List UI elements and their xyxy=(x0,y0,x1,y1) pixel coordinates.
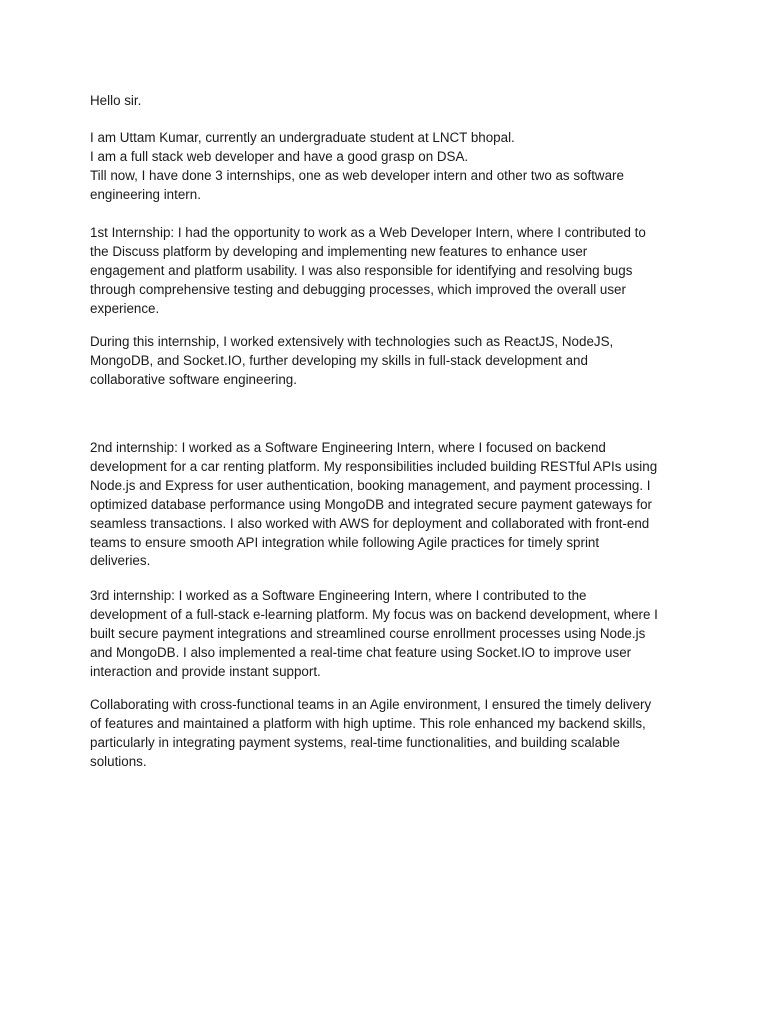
intro-paragraph xyxy=(90,129,690,205)
internship2-line: deliveries. xyxy=(90,553,151,569)
internship3-line: 3rd internship: I worked as a Software Engineering Intern, where I contributed to the xyxy=(90,588,587,603)
internship1-tech-paragraph xyxy=(90,333,690,390)
closing-line: Collaborating with cross-functional teams in an Agile environment, I ensured the timely delivery xyxy=(90,697,652,712)
greeting-line: Hello sir. xyxy=(90,93,142,108)
internship1-tech-line: MongoDB, and Socket.IO, further developing my skills in full-stack development and xyxy=(90,352,588,368)
internship2-line: 2nd internship: I worked as a Software Engineering Intern, where I focused on backend xyxy=(90,440,606,455)
internship1-line: the Discuss platform by developing and implementing new features to enhance user xyxy=(90,243,588,259)
internship1-tech-line: During this internship, I worked extensively with technologies such as ReactJS, NodeJS, xyxy=(90,334,614,349)
intro-line: Till now, I have done 3 internships, one as web developer intern and other two as software xyxy=(90,167,624,183)
internship2-line: seamless transactions. I also worked with AWS for deployment and collaborated with front-end xyxy=(90,515,650,531)
internship3-paragraph xyxy=(90,587,690,682)
internship2-line: Node.js and Express for user authentication, booking management, and payment processing. I xyxy=(90,477,651,493)
intro-line: I am Uttam Kumar, currently an undergraduate student at LNCT bhopal. xyxy=(90,130,515,145)
internship2-line: teams to ensure smooth API integration while following Agile practices for timely sprint xyxy=(90,534,600,550)
internship1-paragraph xyxy=(90,224,690,319)
internship3-line: built secure payment integrations and streamlined course enrollment processes using Node.js xyxy=(90,625,646,641)
internship3-line: interaction and provide instant support. xyxy=(90,663,321,679)
intro-line: engineering intern. xyxy=(90,186,201,202)
internship2-line: development for a car renting platform. My responsibilities included building RESTful APIs using xyxy=(90,458,658,474)
internship3-line: and MongoDB. I also implemented a real-time chat feature using Socket.IO to improve user xyxy=(90,644,632,660)
internship2-paragraph xyxy=(90,439,690,571)
internship3-line: development of a full-stack e-learning platform. My focus was on backend development, where I xyxy=(90,606,658,622)
internship1-line: 1st Internship: I had the opportunity to work as a Web Developer Intern, where I contributed to xyxy=(90,225,646,240)
closing-line: particularly in integrating payment systems, real-time functionalities, and building scalable xyxy=(90,734,620,750)
internship1-line: engagement and platform usability. I was also responsible for identifying and resolving bugs xyxy=(90,262,633,278)
closing-paragraph xyxy=(90,696,690,772)
closing-line: solutions. xyxy=(90,753,147,769)
internship1-line: through comprehensive testing and debugging processes, which improved the overall user xyxy=(90,281,626,297)
internship1-line: experience. xyxy=(90,300,160,316)
internship2-line: optimized database performance using MongoDB and integrated secure payment gateways for xyxy=(90,496,652,512)
intro-line: I am a full stack web developer and have a good grasp on DSA. xyxy=(90,148,469,164)
internship1-tech-line: collaborative software engineering. xyxy=(90,371,297,387)
closing-line: of features and maintained a platform with high uptime. This role enhanced my backend skills, xyxy=(90,715,646,731)
greeting-paragraph xyxy=(90,92,690,111)
